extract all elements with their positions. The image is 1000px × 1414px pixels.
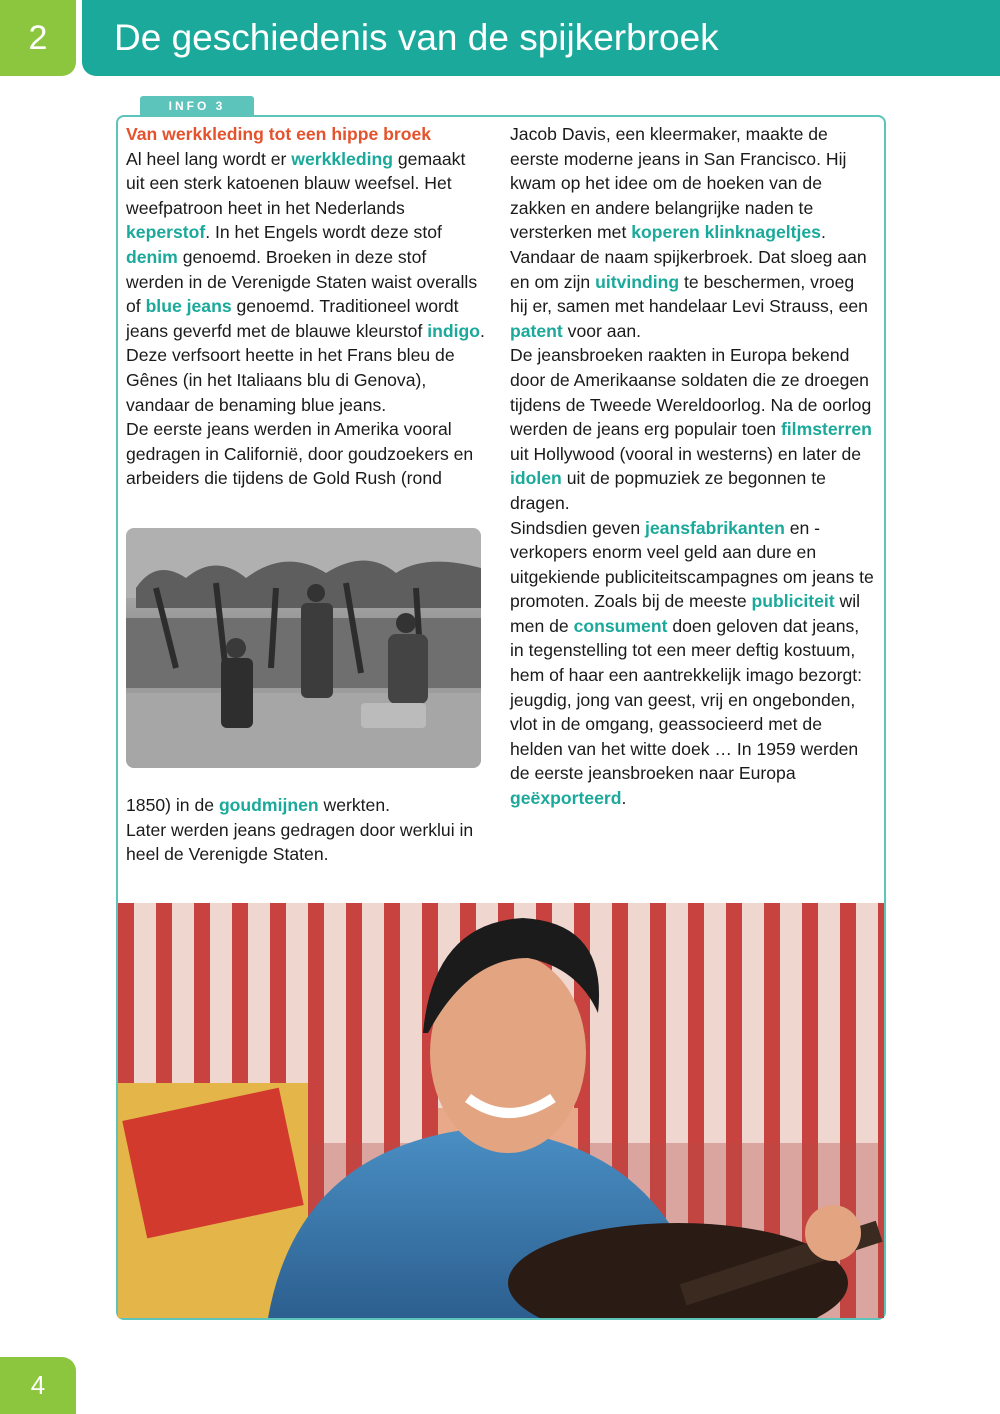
keyword-werkkleding: werkkleding [291, 148, 393, 169]
text: wil men de [510, 591, 861, 636]
text: uit de popmuziek ze begonnen te dragen. [510, 468, 826, 513]
page-header [82, 0, 1000, 76]
keyword-keperstof: keperstof [126, 222, 206, 243]
text: . Deze verfsoort heette in het Frans bleu de Gênes (in het Italiaans blu di Genova), vandaar de benaming blue jeans. [126, 320, 485, 415]
chapter-number-tab [0, 0, 76, 76]
text: Sindsdien geven [510, 517, 645, 538]
text: 1850) in de [126, 795, 219, 815]
text: De jeansbroeken raakten in Europa bekend door de Amerikaanse soldaten die ze droegen tijdens de Tweede Wereldoorlog. Na de oorlog werden de jeans erg populair toen [510, 345, 872, 440]
keyword-geexporteerd: geëxporteerd [510, 788, 622, 809]
paragraph-denim [126, 147, 486, 418]
text: genoemd. Traditioneel wordt jeans geverfd met de blauwe kleurstof [126, 296, 459, 341]
keyword-filmsterren: filmsterren [780, 419, 872, 440]
page-number-tab [0, 1357, 76, 1414]
elvis-photo [118, 903, 884, 1318]
keyword-blue-jeans: blue jeans [145, 296, 232, 317]
text: . Vandaar de naam spijkerbroek. Dat sloeg aan en om zijn [510, 222, 867, 292]
keyword-denim: denim [126, 246, 178, 267]
left-column-bottom [126, 793, 486, 867]
keyword-uitvinding: uitvinding [595, 271, 680, 292]
keyword-consument: consument [573, 615, 668, 636]
right-column [510, 122, 875, 811]
text: en -verkopers enorm veel geld aan dure en uitgekiende publiciteitscampagnes om jeans te promoten. Zoals bij de meeste [510, 517, 874, 612]
text: doen geloven dat jeans, in tegenstelling tot een meer deftig kostuum, hem of haar een aantrekkelijk imago bezorgt: jeugdig, jong van geest, vrij en ongebonden, vlot in de omgang, geassocieerd met de helden van het witte doek … In 1959 werden de eerste jeansbroeken naar Europa [510, 615, 863, 784]
left-column-top [126, 122, 486, 491]
text: Al heel lang wordt er [126, 148, 292, 169]
page-title: De geschiedenis van de spijkerbroek [114, 17, 719, 58]
paragraph-publiciteit [510, 516, 875, 811]
gold-rush-photo-image [126, 528, 481, 768]
keyword-indigo: indigo [427, 320, 480, 341]
text: te beschermen, vroeg hij er, samen met handelaar Levi Strauss, een [510, 271, 868, 317]
text: voor aan. [562, 320, 642, 341]
text: uit Hollywood (vooral in westerns) en later de [510, 443, 862, 464]
paragraph-werklui: Later werden jeans gedragen door werklui in heel de Verenigde Staten. [126, 819, 474, 865]
chapter-number: 2 [28, 18, 48, 57]
paragraph-goudmijnen [126, 793, 486, 818]
text: werkten. [318, 795, 391, 815]
keyword-patent: patent [510, 320, 563, 341]
text: gemaakt uit een sterk katoenen blauw weefsel. Het weefpatroon heet in het Nederlands [126, 148, 466, 218]
keyword-jeansfabrikanten: jeansfabrikanten [645, 517, 785, 538]
gold-rush-photo [126, 528, 481, 768]
info-label-tab [140, 96, 254, 116]
text: genoemd. Broeken in deze stof werden in de Verenigde Staten waist overalls of [126, 246, 478, 317]
paragraph-jacob-davis [510, 122, 875, 343]
keyword-goudmijnen: goudmijnen [218, 795, 319, 815]
keyword-idolen: idolen [510, 468, 562, 489]
text: . In het Engels wordt deze stof [205, 222, 442, 243]
page-number: 4 [30, 1370, 46, 1400]
keyword-koperen-klinknageltjes: koperen klinknageltjes [631, 222, 821, 243]
keyword-publiciteit: publiciteit [751, 591, 835, 612]
info-label: INFO 3 [168, 99, 226, 113]
paragraph-gold-rush: De eerste jeans werden in Amerika vooral gedragen in Californië, door goudzoekers en arbeiders die tijdens de Gold Rush (rond [126, 419, 474, 489]
section-heading: Van werkkleding tot een hippe broek [126, 124, 432, 144]
text: . [621, 788, 627, 809]
text: Jacob Davis, een kleermaker, maakte de eerste moderne jeans in San Francisco. Hij kwam op het idee om de hoeken van de zakken en andere belangrijke naden te versterken met [510, 124, 847, 243]
paragraph-europa [510, 343, 875, 515]
elvis-photo-image [118, 903, 884, 1318]
